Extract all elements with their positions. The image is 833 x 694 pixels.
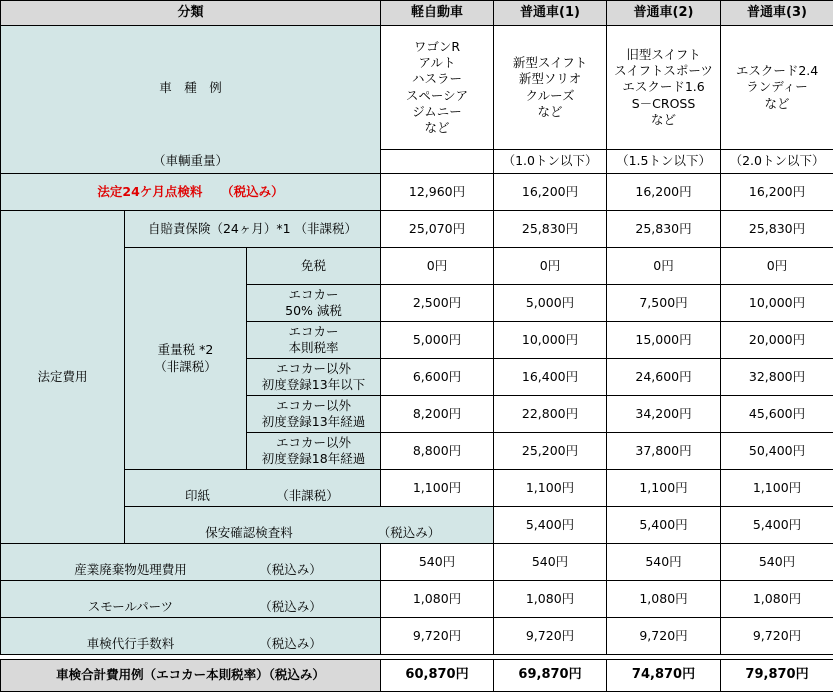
weight-tax-sublabel: 免税 bbox=[247, 248, 381, 285]
insurance-row bbox=[1, 211, 833, 248]
other-fee-row bbox=[1, 618, 833, 655]
other-fee-cell: 1,080円 bbox=[607, 581, 721, 618]
col-header-kei: 軽自動車 bbox=[381, 1, 494, 26]
weight-tax-cell: 8,200円 bbox=[381, 396, 494, 433]
other-fee-label-cell bbox=[1, 618, 381, 655]
weight-tax-cell: 6,600円 bbox=[381, 359, 494, 396]
other-fee-row bbox=[1, 507, 833, 544]
insurance-label: 自賠責保険（24ヶ月）*1 （非課税） bbox=[125, 211, 381, 248]
total-cell: 74,870円 bbox=[607, 660, 721, 692]
vehicle-example-cell: 新型スイフト 新型ソリオ クルーズ など bbox=[494, 26, 607, 150]
weight-tax-cell: 16,400円 bbox=[494, 359, 607, 396]
weight-tax-cell: 10,000円 bbox=[721, 285, 833, 322]
stamp-cell: 1,100円 bbox=[607, 470, 721, 507]
vehicle-example-cell: 旧型スイフト スイフトスポーツ エスクード1.6 S－CROSS など bbox=[607, 26, 721, 150]
weight-tax-cell: 2,500円 bbox=[381, 285, 494, 322]
weight-tax-cell: 5,000円 bbox=[381, 322, 494, 359]
other-fee-label: 保安確認検査料 bbox=[205, 525, 293, 540]
weight-tax-sublabel: エコカー以外 初度登録13年以下 bbox=[247, 359, 381, 396]
other-fee-cell: 5,400円 bbox=[721, 507, 833, 544]
weight-tax-label: 重量税 *2 （非課税） bbox=[125, 248, 247, 470]
inspection-fee-row bbox=[1, 174, 833, 211]
other-fee-cell: 9,720円 bbox=[381, 618, 494, 655]
weight-tax-cell: 10,000円 bbox=[494, 322, 607, 359]
weight-cell: （1.5トン以下） bbox=[607, 150, 721, 174]
weight-tax-cell: 22,800円 bbox=[494, 396, 607, 433]
weight-tax-sublabel: エコカー 50% 減税 bbox=[247, 285, 381, 322]
inspection-fee-cell: 12,960円 bbox=[381, 174, 494, 211]
stamp-cell: 1,100円 bbox=[494, 470, 607, 507]
other-fee-note: （税込み） bbox=[259, 636, 322, 651]
weight-tax-cell: 25,200円 bbox=[494, 433, 607, 470]
stamp-label-cell bbox=[125, 470, 381, 507]
weight-row bbox=[1, 150, 833, 174]
total-row bbox=[1, 660, 833, 692]
total-label: 車検合計費用例（エコカー本則税率）（税込み） bbox=[1, 660, 381, 692]
weight-tax-sublabel: エコカー 本則税率 bbox=[247, 322, 381, 359]
weight-tax-cell: 0円 bbox=[494, 248, 607, 285]
weight-tax-cell: 32,800円 bbox=[721, 359, 833, 396]
other-fee-cell: 1,080円 bbox=[381, 581, 494, 618]
vehicle-example-row bbox=[1, 26, 833, 150]
weight-tax-cell: 8,800円 bbox=[381, 433, 494, 470]
weight-tax-cell: 7,500円 bbox=[607, 285, 721, 322]
other-fee-cell: 540円 bbox=[607, 544, 721, 581]
weight-cell: （2.0トン以下） bbox=[721, 150, 833, 174]
vehicle-example-label: 車 種 例 bbox=[1, 26, 381, 150]
insurance-cell: 25,830円 bbox=[607, 211, 721, 248]
legal-fees-label: 法定費用 bbox=[1, 211, 125, 544]
other-fee-cell: 1,080円 bbox=[721, 581, 833, 618]
other-fee-label-cell bbox=[1, 581, 381, 618]
other-fee-cell: 9,720円 bbox=[607, 618, 721, 655]
weight-tax-cell: 37,800円 bbox=[607, 433, 721, 470]
weight-tax-cell: 50,400円 bbox=[721, 433, 833, 470]
other-fee-row bbox=[1, 581, 833, 618]
other-fee-note: （税込み） bbox=[377, 525, 441, 540]
weight-tax-sublabel: エコカー以外 初度登録18年経過 bbox=[247, 433, 381, 470]
other-fee-cell: 540円 bbox=[381, 544, 494, 581]
insurance-cell: 25,830円 bbox=[721, 211, 833, 248]
stamp-note: （非課税） bbox=[276, 488, 339, 503]
col-header-regular-3: 普通車(3) bbox=[721, 1, 833, 26]
other-fee-cell: 5,400円 bbox=[494, 507, 607, 544]
stamp-label: 印紙 bbox=[184, 488, 210, 503]
other-fee-row bbox=[1, 544, 833, 581]
weight-tax-cell: 45,600円 bbox=[721, 396, 833, 433]
stamp-cell: 1,100円 bbox=[381, 470, 494, 507]
weight-tax-cell: 0円 bbox=[607, 248, 721, 285]
category-header: 分類 bbox=[1, 1, 381, 26]
weight-tax-cell: 0円 bbox=[721, 248, 833, 285]
inspection-fee-cell: 16,200円 bbox=[607, 174, 721, 211]
inspection-fee-label: 法定24ケ月点検料 （税込み） bbox=[1, 174, 381, 211]
weight-tax-cell: 24,600円 bbox=[607, 359, 721, 396]
vehicle-example-cell: エスクード2.4 ランディー など bbox=[721, 26, 833, 150]
weight-cell: （1.0トン以下） bbox=[494, 150, 607, 174]
other-fee-label: スモールパーツ bbox=[87, 599, 174, 614]
weight-cell bbox=[381, 150, 494, 174]
weight-tax-cell: 5,000円 bbox=[494, 285, 607, 322]
weight-tax-cell: 34,200円 bbox=[607, 396, 721, 433]
other-fee-label: 産業廃棄物処理費用 bbox=[74, 562, 187, 577]
other-fee-label-cell bbox=[125, 507, 494, 544]
insurance-cell: 25,070円 bbox=[381, 211, 494, 248]
other-fee-cell: 540円 bbox=[721, 544, 833, 581]
insurance-cell: 25,830円 bbox=[494, 211, 607, 248]
vehicle-example-cell: ワゴンR アルト ハスラー スペーシア ジムニー など bbox=[381, 26, 494, 150]
other-fee-cell: 5,400円 bbox=[607, 507, 721, 544]
weight-label: （車輌重量） bbox=[1, 150, 381, 174]
other-fee-cell: 1,080円 bbox=[494, 581, 607, 618]
weight-tax-sublabel: エコカー以外 初度登録13年経過 bbox=[247, 396, 381, 433]
other-fee-cell: 540円 bbox=[494, 544, 607, 581]
header-row bbox=[1, 1, 833, 26]
total-cell: 60,870円 bbox=[381, 660, 494, 692]
other-fee-note: （税込み） bbox=[259, 562, 322, 577]
weight-tax-row bbox=[1, 248, 833, 285]
other-fee-label: 車検代行手数料 bbox=[86, 636, 175, 651]
other-fee-cell: 9,720円 bbox=[494, 618, 607, 655]
weight-tax-cell: 0円 bbox=[381, 248, 494, 285]
inspection-fee-cell: 16,200円 bbox=[721, 174, 833, 211]
col-header-regular-2: 普通車(2) bbox=[607, 1, 721, 26]
other-fee-note: （税込み） bbox=[259, 599, 322, 614]
inspection-fee-cell: 16,200円 bbox=[494, 174, 607, 211]
total-cell: 69,870円 bbox=[494, 660, 607, 692]
total-cell: 79,870円 bbox=[721, 660, 833, 692]
stamp-row bbox=[1, 470, 833, 507]
other-fee-label-cell bbox=[1, 544, 381, 581]
stamp-cell: 1,100円 bbox=[721, 470, 833, 507]
col-header-regular-1: 普通車(1) bbox=[494, 1, 607, 26]
other-fee-cell: 9,720円 bbox=[721, 618, 833, 655]
weight-tax-cell: 15,000円 bbox=[607, 322, 721, 359]
weight-tax-cell: 20,000円 bbox=[721, 322, 833, 359]
